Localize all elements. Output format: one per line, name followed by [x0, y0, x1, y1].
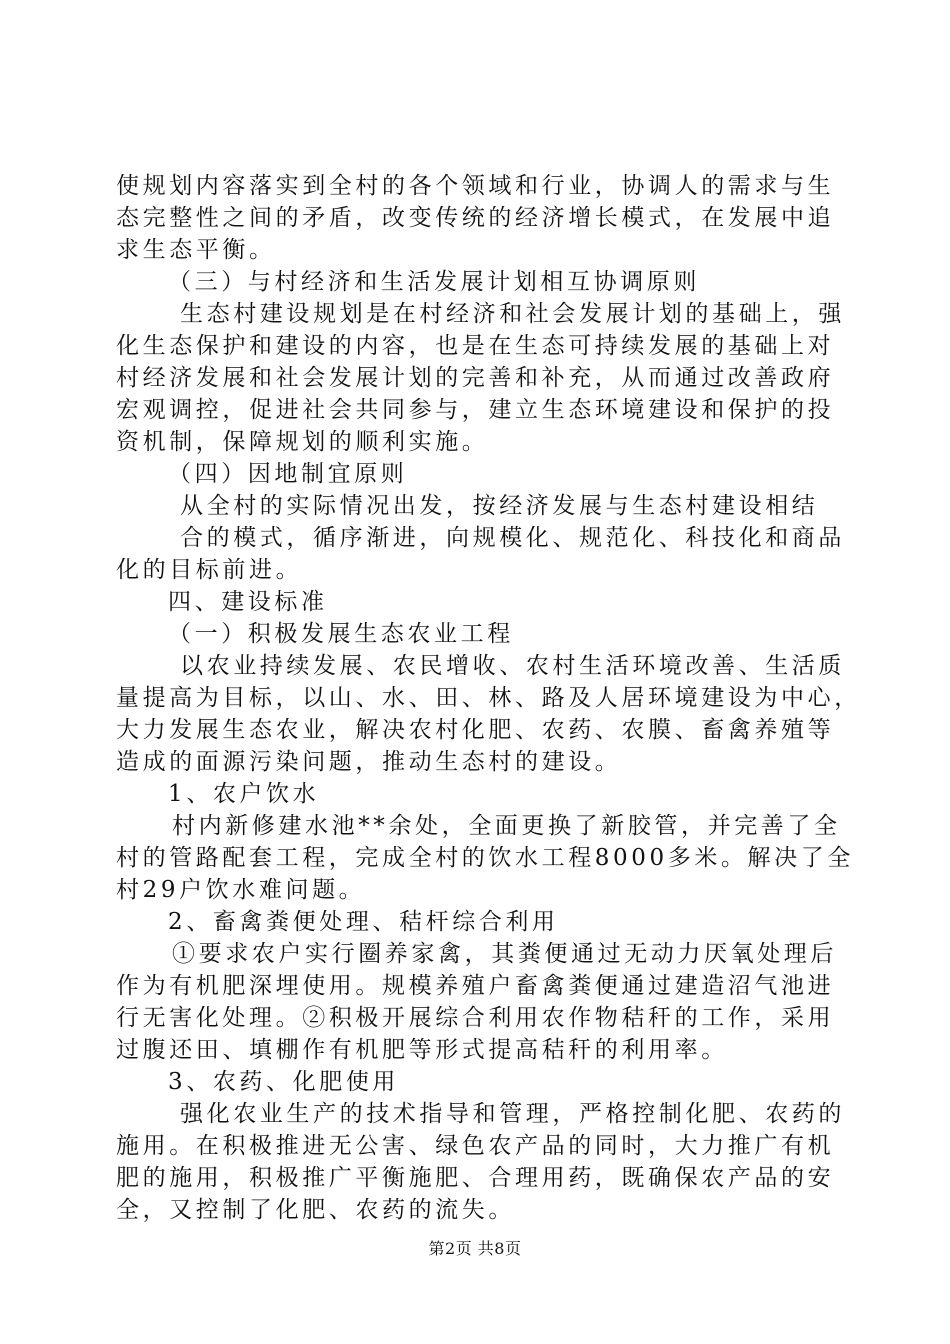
body-line: 肥的施用，积极推广平衡施肥、合理用药，既确保农产品的安 [116, 1165, 835, 1191]
body-line: 求生态平衡。 [116, 237, 276, 263]
body-line: 作为有机肥深埋使用。规模养殖户畜禽粪便通过建造沼气池进 [116, 973, 835, 999]
subheading-2: 2、畜禽粪便处理、秸杆综合利用 [168, 909, 559, 935]
body-line: 村的管路配套工程，完成全村的饮水工程8000多米。解决了全 [116, 845, 854, 871]
body-line: 化的目标前进。 [116, 557, 303, 583]
body-line: 化生态保护和建设的内容，也是在生态可持续发展的基础上对 [116, 333, 835, 359]
body-line: 村内新修建水池**余处，全面更换了新胶管，并完善了全 [172, 813, 841, 839]
body-line: 合的模式，循序渐进，向规模化、规范化、科技化和商品 [180, 525, 845, 551]
body-line: 行无害化处理。②积极开展综合利用农作物秸秆的工作，采用 [116, 1005, 835, 1031]
body-line: 资机制，保障规划的顺利实施。 [116, 429, 489, 455]
body-line: 施用。在积极推进无公害、绿色农产品的同时，大力推广有机 [116, 1133, 835, 1159]
section-heading-3: （三）与村经济和生活发展计划相互协调原则 [168, 269, 700, 295]
chapter-heading: 四、建设标准 [168, 589, 328, 615]
body-line: 量提高为目标，以山、水、田、林、路及人居环境建设为中心， [116, 685, 861, 711]
section-heading-1: （一）积极发展生态农业工程 [168, 621, 514, 647]
section-heading-4: （四）因地制宜原则 [168, 461, 408, 487]
body-line: 过腹还田、填棚作有机肥等形式提高秸秆的利用率。 [116, 1037, 728, 1063]
body-line: 大力发展生态农业，解决农村化肥、农药、农膜、畜禽养殖等 [116, 717, 835, 743]
body-line: 生态村建设规划是在村经济和社会发展计划的基础上，强 [180, 301, 845, 327]
body-line: 从全村的实际情况出发，按经济发展与生态村建设相结 [180, 493, 819, 519]
body-line: 态完整性之间的矛盾，改变传统的经济增长模式，在发展中追 [116, 205, 835, 231]
body-line: 村29户饮水难问题。 [116, 877, 366, 903]
body-line: 全，又控制了化肥、农药的流失。 [116, 1197, 515, 1223]
body-line: 造成的面源污染问题，推动生态村的建设。 [116, 749, 622, 775]
page-number-footer: 第2页 共8页 [428, 1239, 522, 1258]
body-line: ①要求农户实行圈养家禽，其粪便通过无动力厌氧处理后 [172, 941, 837, 967]
subheading-3: 3、农药、化肥使用 [168, 1069, 400, 1095]
body-line: 宏观调控，促进社会共同参与，建立生态环境建设和保护的投 [116, 397, 835, 423]
subheading-1: 1、农户饮水 [168, 781, 320, 807]
body-line: 强化农业生产的技术指导和管理，严格控制化肥、农药的 [180, 1101, 845, 1127]
body-line: 村经济发展和社会发展计划的完善和补充，从而通过改善政府 [116, 365, 835, 391]
document-body [116, 170, 861, 1226]
body-line: 使规划内容落实到全村的各个领域和行业，协调人的需求与生 [116, 173, 835, 199]
body-line: 以农业持续发展、农民增收、农村生活环境改善、生活质 [180, 653, 845, 679]
